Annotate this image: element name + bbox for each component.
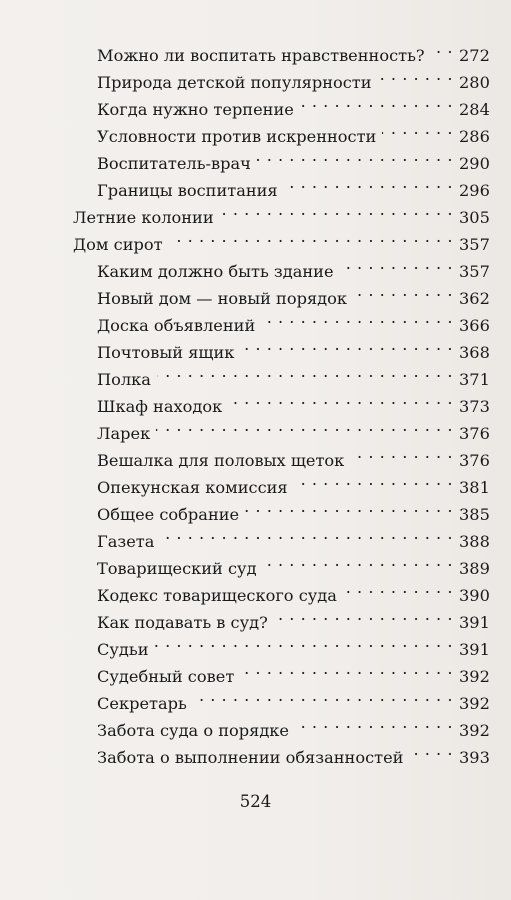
toc-entry-page: 389 — [459, 559, 490, 578]
toc-entry-page: 290 — [459, 154, 490, 173]
toc-entry-title: Забота о выполнении обязанностей — [97, 748, 404, 767]
toc-entry — [97, 493, 490, 524]
toc-entry-page: 371 — [459, 370, 490, 389]
toc-entry — [97, 709, 490, 740]
toc-entry-page: 391 — [459, 613, 490, 632]
toc-dot-leader — [294, 466, 453, 493]
toc-dot-leader — [154, 628, 453, 655]
toc-entry-page: 368 — [459, 343, 490, 362]
toc-entry-page: 373 — [459, 397, 490, 416]
toc-entry-title: Природа детской популярности — [97, 73, 372, 92]
toc-entry-title: Шкаф находок — [97, 397, 223, 416]
toc-dot-leader — [240, 655, 453, 682]
toc-entry-page: 388 — [459, 532, 490, 551]
toc-entry-title: Воспитатель-врач — [97, 154, 251, 173]
toc-entry — [97, 61, 490, 92]
toc-entry-title: Условности против искренности — [97, 127, 377, 146]
toc-entry-page: 272 — [459, 46, 490, 65]
toc-entry-page: 280 — [459, 73, 490, 92]
toc-dot-leader — [240, 331, 453, 358]
toc-entry-title: Как подавать в суд? — [97, 613, 268, 632]
toc-entry-title: Когда нужно терпение — [97, 100, 294, 119]
toc-entry-title: Можно ли воспитать нравственность? — [97, 46, 425, 65]
toc-entry-page: 357 — [459, 262, 490, 281]
toc-dot-leader — [156, 412, 453, 439]
page-number: 524 — [239, 792, 272, 811]
toc-entry — [97, 142, 490, 173]
toc-entry-title: Границы воспитания — [97, 181, 278, 200]
toc-entry-title: Забота суда о порядке — [97, 721, 289, 740]
toc-dot-leader — [409, 736, 453, 763]
toc-entry — [97, 520, 490, 551]
toc-entry — [97, 736, 490, 767]
toc-dot-leader — [340, 250, 453, 277]
toc-entry — [97, 601, 490, 632]
toc-dot-leader — [274, 601, 453, 628]
toc-entry-title: Ларек — [97, 424, 151, 443]
toc-entry-page: 366 — [459, 316, 490, 335]
toc-entry — [97, 682, 490, 713]
toc-dot-leader — [157, 358, 453, 385]
toc-entry-page: 381 — [459, 478, 490, 497]
toc-dot-leader — [353, 277, 453, 304]
toc-dot-leader — [220, 196, 453, 223]
toc-entry — [97, 88, 490, 119]
toc-dot-leader — [300, 88, 453, 115]
toc-entry-page: 284 — [459, 100, 490, 119]
toc-entry-page: 390 — [459, 586, 490, 605]
toc-entry — [97, 412, 490, 443]
toc-entry-page: 385 — [459, 505, 490, 524]
toc-entry-title: Каким должно быть здание — [97, 262, 334, 281]
toc-entry — [97, 358, 490, 389]
toc-dot-leader — [228, 385, 453, 412]
toc-entry — [97, 547, 490, 578]
toc-dot-leader — [169, 223, 453, 250]
toc-entry — [97, 628, 490, 659]
toc-entry-page: 362 — [459, 289, 490, 308]
toc-dot-leader — [257, 142, 453, 169]
toc-entry — [97, 115, 490, 146]
toc-entry-title: Секретарь — [97, 694, 187, 713]
toc-entry-title: Опекунская комиссия — [97, 478, 288, 497]
toc-entry-title: Судебный совет — [97, 667, 235, 686]
toc-entry — [73, 196, 490, 227]
toc-dot-leader — [295, 709, 453, 736]
toc-dot-leader — [378, 61, 453, 88]
toc-entry — [97, 250, 490, 281]
toc-entry — [97, 439, 490, 470]
toc-entry-title: Полка — [97, 370, 151, 389]
toc-dot-leader — [263, 547, 453, 574]
toc-entry-page: 392 — [459, 667, 490, 686]
toc-entry-title: Общее собрание — [97, 505, 240, 524]
toc-entry — [97, 655, 490, 686]
toc-entry-title: Дом сирот — [73, 235, 163, 254]
toc-entry — [97, 466, 490, 497]
toc-dot-leader — [431, 34, 453, 61]
toc-entry-title: Газета — [97, 532, 155, 551]
toc-entry-page: 376 — [459, 424, 490, 443]
toc-entry-title: Новый дом — новый порядок — [97, 289, 347, 308]
toc-entry-page: 392 — [459, 721, 490, 740]
toc-entry-title: Кодекс товарищеского суда — [97, 586, 337, 605]
toc-entry — [97, 304, 490, 335]
toc-entry-page: 286 — [459, 127, 490, 146]
toc-entry — [97, 331, 490, 362]
toc-entry-title: Доска объявлений — [97, 316, 256, 335]
toc-dot-leader — [343, 574, 453, 601]
toc-dot-leader — [160, 520, 453, 547]
toc-dot-leader — [261, 304, 453, 331]
toc-entry — [97, 574, 490, 605]
toc-entry — [97, 277, 490, 308]
toc-entry-page: 296 — [459, 181, 490, 200]
toc-dot-leader — [382, 115, 453, 142]
toc-entry-page: 305 — [459, 208, 490, 227]
toc-entry-title: Вешалка для половых щеток — [97, 451, 345, 470]
toc-entry-page: 391 — [459, 640, 490, 659]
toc-entry — [97, 169, 490, 200]
toc-entry-page: 393 — [459, 748, 490, 767]
toc-entry — [97, 385, 490, 416]
toc-entry-title: Летние колонии — [73, 208, 214, 227]
toc-entry — [73, 223, 490, 254]
toc-dot-leader — [245, 493, 453, 520]
toc-dot-leader — [350, 439, 453, 466]
toc-entry-title: Товарищеский суд — [97, 559, 257, 578]
toc-entry-page: 357 — [459, 235, 490, 254]
toc-entry-title: Почтовый ящик — [97, 343, 235, 362]
toc-entry-page: 376 — [459, 451, 490, 470]
toc-dot-leader — [284, 169, 453, 196]
toc-entry-title: Судьи — [97, 640, 149, 659]
toc-entry-page: 392 — [459, 694, 490, 713]
toc-entry — [97, 34, 490, 65]
toc-dot-leader — [193, 682, 453, 709]
